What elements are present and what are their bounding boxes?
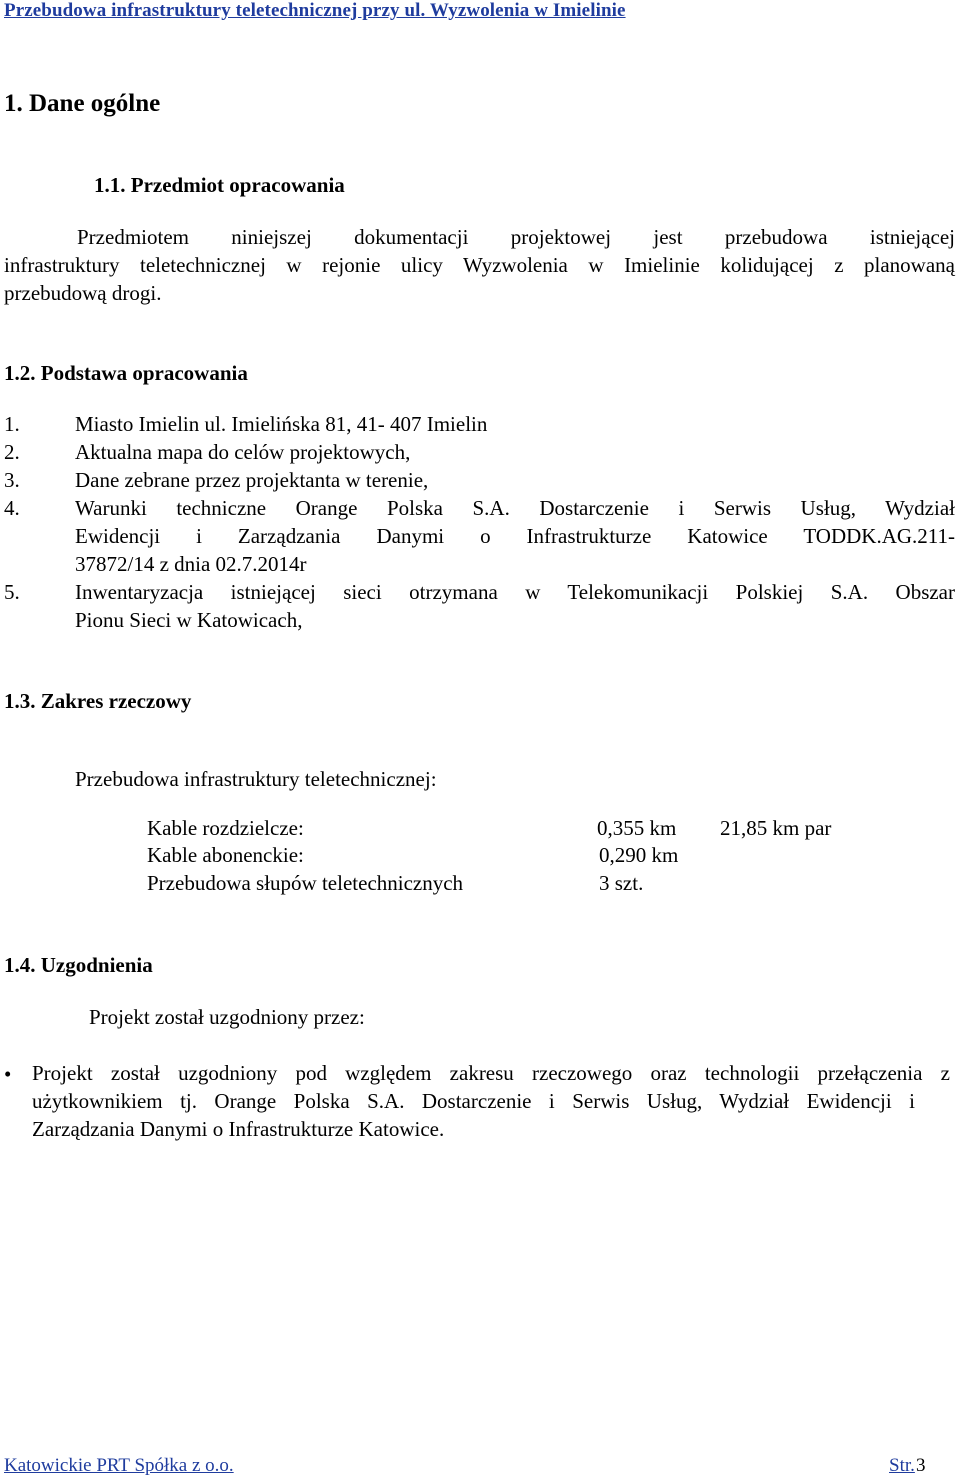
zakres-row-value: 0,290 km <box>599 843 679 867</box>
list-item-text-line-1: Warunki techniczne Orange Polska S.A. Dostarczenie i Serwis Usług, Wydział <box>75 496 955 520</box>
zakres-row-label: Kable abonenckie: <box>147 843 304 867</box>
list-item-text-line-2: Ewidencji i Zarządzania Danymi o Infrastrukturze Katowice TODDK.AG.211- <box>75 524 955 548</box>
footer-page-number: 3 <box>916 1455 926 1476</box>
przedmiot-paragraph-line-1: Przedmiotem niniejszej dokumentacji projektowej jest przebudowa istniejącej <box>77 225 955 249</box>
uzgodnienia-intro: Projekt został uzgodniony przez: <box>89 1005 365 1029</box>
document-header-title: Przebudowa infrastruktury teletechnicznej przy ul. Wyzwolenia w Imielinie <box>4 0 626 21</box>
subsection-heading-uzgodnienia: 1.4. Uzgodnienia <box>4 953 153 977</box>
zakres-row-value: 3 szt. <box>599 871 644 895</box>
list-item-number: 5. <box>4 580 20 604</box>
zakres-row-label: Przebudowa słupów teletechnicznych <box>147 871 464 895</box>
uzgodnienia-bullet-line-1: Projekt został uzgodniony pod względem zakresu rzeczowego oraz technologii przełączenia z <box>32 1061 950 1085</box>
subsection-heading-podstawa: 1.2. Podstawa opracowania <box>4 361 248 385</box>
uzgodnienia-bullet-line-3: Zarządzania Danymi o Infrastrukturze Katowice. <box>32 1117 445 1141</box>
list-item-text-line-1: Inwentaryzacja istniejącej sieci otrzymana w Telekomunikacji Polskiej S.A. Obszar <box>75 580 955 604</box>
section-heading-dane-ogolne: 1. Dane ogólne <box>4 90 161 117</box>
list-item-number: 2. <box>4 440 20 464</box>
przedmiot-paragraph-line-3: przebudową drogi. <box>4 281 162 305</box>
list-item-text: Dane zebrane przez projektanta w terenie, <box>75 468 429 492</box>
list-item-text-line-2: Pionu Sieci w Katowicach, <box>75 608 303 632</box>
subsection-heading-przedmiot: 1.1. Przedmiot opracowania <box>94 173 345 197</box>
footer-page-label: Str. <box>889 1455 915 1476</box>
subsection-heading-zakres: 1.3. Zakres rzeczowy <box>4 689 192 713</box>
list-item-text: Miasto Imielin ul. Imielińska 81, 41- 407 Imielin <box>75 412 488 436</box>
footer-company: Katowickie PRT Spółka z o.o. <box>4 1455 234 1476</box>
zakres-row-label: Kable rozdzielcze: <box>147 816 304 840</box>
zakres-intro: Przebudowa infrastruktury teletechnicznej: <box>75 767 437 791</box>
list-item-number: 1. <box>4 412 20 436</box>
przedmiot-paragraph-line-2: infrastruktury teletechnicznej w rejonie ulicy Wyzwolenia w Imielinie kolidującej z planowaną <box>4 253 955 277</box>
list-item-text-line-3: 37872/14 z dnia 02.7.2014r <box>75 552 307 576</box>
list-item-number: 3. <box>4 468 20 492</box>
list-item-text: Aktualna mapa do celów projektowych, <box>75 440 411 464</box>
zakres-row-value: 0,355 km <box>597 816 677 840</box>
list-item-number: 4. <box>4 496 20 520</box>
bullet-icon: • <box>4 1062 12 1086</box>
podstawa-list <box>4 410 955 640</box>
uzgodnienia-bullet-line-2: użytkownikiem tj. Orange Polska S.A. Dostarczenie i Serwis Usług, Wydział Ewidencji i <box>32 1089 915 1113</box>
zakres-row-extra: 21,85 km par <box>720 816 832 840</box>
